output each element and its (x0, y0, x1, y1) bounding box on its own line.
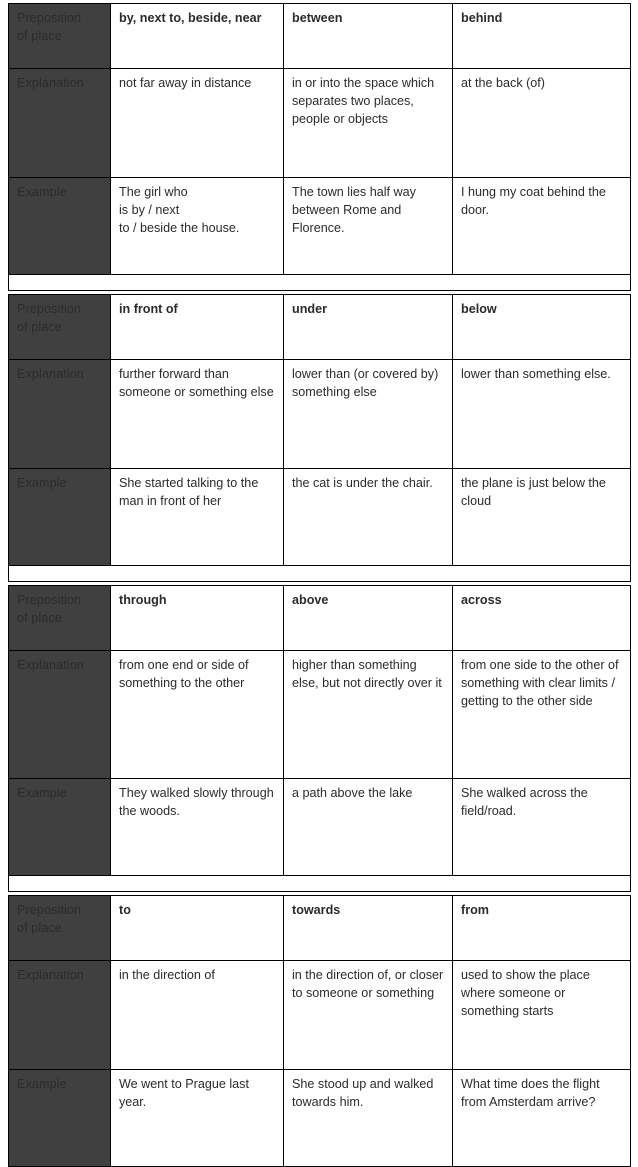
row-label-example: Example (9, 779, 111, 876)
table-row (9, 469, 631, 566)
row-label-line1: Preposition (17, 302, 82, 316)
table-row (9, 1070, 631, 1167)
example-cell: I hung my coat behind the door. (453, 178, 631, 275)
row-label-explanation: Explanation (9, 360, 111, 469)
example-cell: We went to Prague last year. (111, 1070, 284, 1167)
explanation-cell: further forward than someone or something else (111, 360, 284, 469)
table-row (9, 779, 631, 876)
row-label-preposition-of-place (9, 586, 111, 651)
row-label-line1: Preposition (17, 903, 82, 917)
table-row (9, 295, 631, 360)
row-label-line1: Preposition (17, 11, 82, 25)
row-label-preposition-of-place (9, 896, 111, 961)
example-cell: the plane is just below the cloud (453, 469, 631, 566)
table-separator-1 (8, 275, 631, 291)
explanation-cell: used to show the place where someone or something starts (453, 961, 631, 1070)
table-row (9, 961, 631, 1070)
term-cell: across (453, 586, 631, 651)
term-cell: towards (284, 896, 453, 961)
separator-row (9, 275, 631, 291)
table-separator-3 (8, 876, 631, 892)
prepositions-table-1 (8, 3, 631, 275)
row-label-example: Example (9, 1070, 111, 1167)
separator-row (9, 566, 631, 582)
prepositions-table-2 (8, 294, 631, 566)
example-cell: They walked slowly through the woods. (111, 779, 284, 876)
row-label-line2: of place (17, 610, 62, 625)
term-cell: in front of (111, 295, 284, 360)
separator-row (9, 876, 631, 892)
term-cell: through (111, 586, 284, 651)
table-row (9, 4, 631, 69)
explanation-cell: in or into the space which separates two places, people or objects (284, 69, 453, 178)
row-label-explanation: Explanation (9, 961, 111, 1070)
separator-cell (9, 275, 631, 291)
term-cell: above (284, 586, 453, 651)
example-cell: a path above the lake (284, 779, 453, 876)
term-cell: below (453, 295, 631, 360)
term-cell: behind (453, 4, 631, 69)
explanation-cell: at the back (of) (453, 69, 631, 178)
example-cell: What time does the flight from Amsterdam arrive? (453, 1070, 631, 1167)
table-separator-2 (8, 566, 631, 582)
example-cell: the cat is under the chair. (284, 469, 453, 566)
table-row (9, 896, 631, 961)
row-label-explanation: Explanation (9, 651, 111, 779)
row-label-line2: of place (17, 319, 62, 334)
separator-cell (9, 566, 631, 582)
term-cell: from (453, 896, 631, 961)
row-label-example: Example (9, 469, 111, 566)
table-row (9, 360, 631, 469)
explanation-cell: in the direction of, or closer to someone or something (284, 961, 453, 1070)
term-cell: under (284, 295, 453, 360)
example-cell: The town lies half way between Rome and Florence. (284, 178, 453, 275)
explanation-cell: from one side to the other of something with clear limits / getting to the other side (453, 651, 631, 779)
table-row (9, 651, 631, 779)
example-cell: She stood up and walked towards him. (284, 1070, 453, 1167)
term-cell: to (111, 896, 284, 961)
explanation-cell: lower than (or covered by) something else (284, 360, 453, 469)
table-row (9, 178, 631, 275)
term-cell: by, next to, beside, near (111, 4, 284, 69)
row-label-example: Example (9, 178, 111, 275)
term-cell: between (284, 4, 453, 69)
row-label-preposition-of-place (9, 295, 111, 360)
prepositions-table-4 (8, 895, 631, 1167)
row-label-line2: of place (17, 920, 62, 935)
row-label-explanation: Explanation (9, 69, 111, 178)
explanation-cell: from one end or side of something to the other (111, 651, 284, 779)
separator-cell (9, 876, 631, 892)
prepositions-table-3 (8, 585, 631, 876)
explanation-cell: not far away in distance (111, 69, 284, 178)
row-label-line1: Preposition (17, 593, 82, 607)
explanation-cell: higher than something else, but not directly over it (284, 651, 453, 779)
row-label-preposition-of-place (9, 4, 111, 69)
explanation-cell: in the direction of (111, 961, 284, 1070)
table-row (9, 69, 631, 178)
example-cell: She walked across the field/road. (453, 779, 631, 876)
explanation-cell: lower than something else. (453, 360, 631, 469)
row-label-line2: of place (17, 28, 62, 43)
example-cell: The girl who is by / next to / beside the house. (111, 178, 284, 275)
example-cell: She started talking to the man in front of her (111, 469, 284, 566)
table-row (9, 586, 631, 651)
